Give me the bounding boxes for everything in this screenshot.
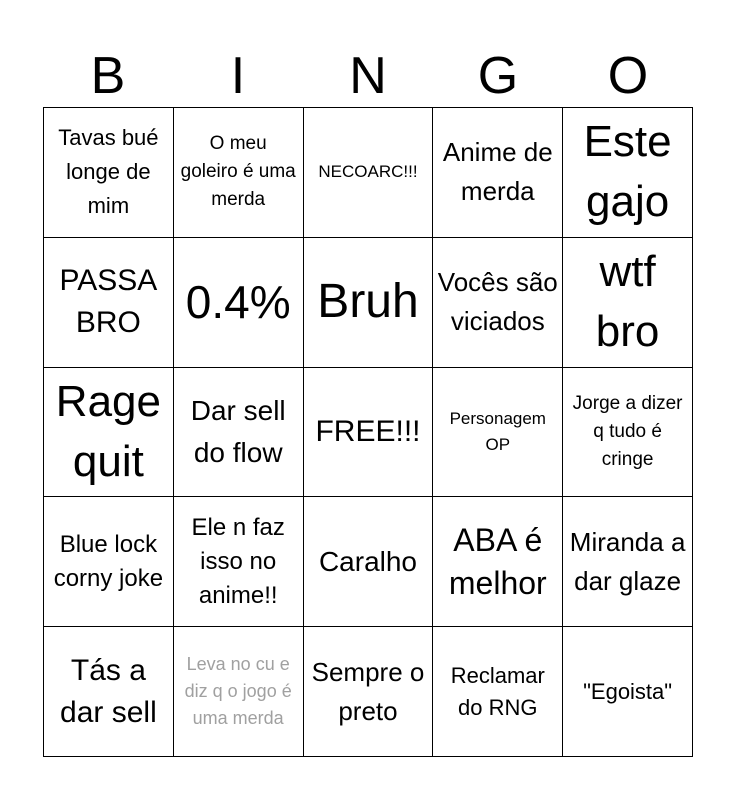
bingo-cell[interactable] <box>563 368 693 498</box>
bingo-cell[interactable] <box>304 368 434 498</box>
header-letter-g: G <box>477 47 519 105</box>
bingo-cell[interactable] <box>174 108 304 238</box>
bingo-header <box>43 44 693 108</box>
cell-text: Miranda a dar glaze <box>569 526 686 596</box>
cell-text: Tás a dar sell <box>60 653 157 729</box>
cell-text: Caralho <box>318 545 418 577</box>
cell-text: 0.4% <box>185 276 291 329</box>
bingo-cell[interactable] <box>44 108 174 238</box>
cell-text: Leva no cu e diz q o jogo é uma merda <box>184 654 292 729</box>
header-letter-n: N <box>349 47 387 105</box>
cell-text: Personagem OP <box>449 408 546 454</box>
cell-text: wtf bro <box>595 247 660 357</box>
cell-text: Tavas bué longe de mim <box>58 125 159 219</box>
header-letter-b: B <box>90 47 126 105</box>
bingo-cell[interactable] <box>304 238 434 368</box>
cell-text: Reclamar do RNG <box>450 662 545 720</box>
cell-text: Anime de merda <box>442 137 553 207</box>
bingo-cell[interactable] <box>433 368 563 498</box>
bingo-cell[interactable] <box>44 368 174 498</box>
cell-text: Jorge a dizer q tudo é cringe <box>572 392 683 470</box>
bingo-cell[interactable] <box>44 627 174 757</box>
bingo-cell[interactable] <box>304 627 434 757</box>
cell-text: Vocês são viciados <box>437 267 558 337</box>
cell-text: Este gajo <box>583 117 672 227</box>
cell-text: Dar sell do flow <box>190 394 286 468</box>
bingo-cell[interactable] <box>433 238 563 368</box>
cell-text: Sempre o preto <box>311 656 425 726</box>
header-letter-o: O <box>607 47 649 105</box>
bingo-cell[interactable] <box>563 238 693 368</box>
cell-text: Rage quit <box>55 376 161 486</box>
cell-text: Bruh <box>317 275 419 329</box>
cell-text: PASSA BRO <box>59 264 158 340</box>
bingo-cell[interactable] <box>563 627 693 757</box>
bingo-cell[interactable] <box>433 497 563 627</box>
header-letter-i: I <box>230 47 246 105</box>
bingo-cell[interactable] <box>433 108 563 238</box>
cell-text: FREE!!! <box>315 414 421 448</box>
bingo-cell[interactable] <box>44 497 174 627</box>
bingo-cell[interactable] <box>563 497 693 627</box>
cell-text: O meu goleiro é uma merda <box>180 133 296 211</box>
cell-text: NECOARC!!! <box>318 162 418 182</box>
bingo-cell[interactable] <box>174 238 304 368</box>
bingo-cell[interactable] <box>174 368 304 498</box>
bingo-cell[interactable] <box>304 108 434 238</box>
bingo-cell[interactable] <box>44 238 174 368</box>
bingo-cell[interactable] <box>304 497 434 627</box>
bingo-board <box>43 107 693 757</box>
bingo-cell[interactable] <box>563 108 693 238</box>
cell-text: Ele n faz isso no anime!! <box>191 513 285 609</box>
bingo-cell[interactable] <box>174 627 304 757</box>
cell-text: ABA é melhor <box>448 521 547 601</box>
cell-text: "Egoista" <box>583 678 673 704</box>
cell-text: Blue lock corny joke <box>53 530 164 592</box>
bingo-cell[interactable] <box>174 497 304 627</box>
bingo-cell[interactable] <box>433 627 563 757</box>
